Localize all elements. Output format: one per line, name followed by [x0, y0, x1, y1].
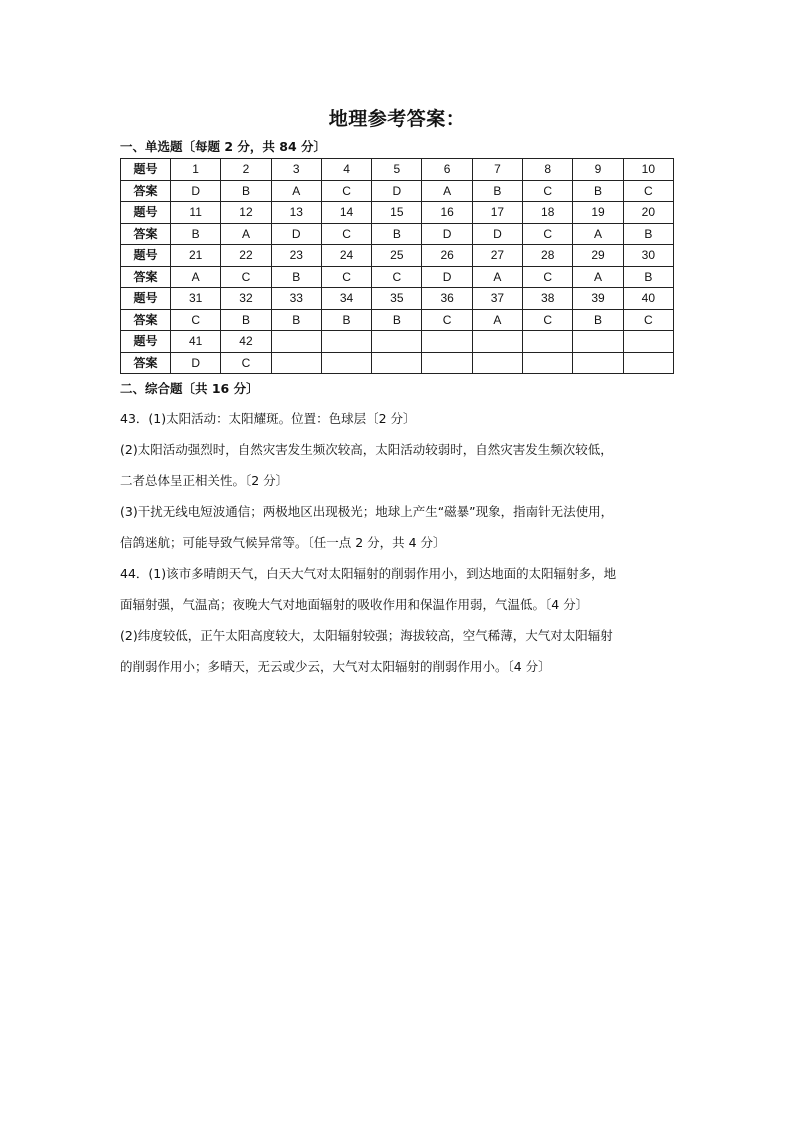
- question-number-cell: 6: [422, 159, 472, 181]
- answer-cell: B: [372, 309, 422, 331]
- q43-part3-line1: (3)干扰无线电短波通信；两极地区出现极光；地球上产生“磁暴”现象，指南针无法使用，: [120, 504, 614, 519]
- question-number-cell: 32: [221, 288, 271, 310]
- answer-cell: [472, 352, 522, 374]
- question-number-cell: 3: [271, 159, 321, 181]
- answer-cell: A: [573, 266, 623, 288]
- answer-cell: C: [372, 266, 422, 288]
- question-number-cell: [271, 331, 321, 353]
- question-number-cell: 17: [472, 202, 522, 224]
- table-row-question-numbers-1: [121, 159, 674, 181]
- question-number-cell: 4: [321, 159, 371, 181]
- question-number-cell: [321, 331, 371, 353]
- answer-cell: C: [422, 309, 472, 331]
- table-row-answers-5: [121, 352, 674, 374]
- section-heading-single-choice: 一、单选题〔每题 2 分，共 84 分〕: [120, 139, 327, 154]
- question-number-cell: 9: [573, 159, 623, 181]
- question-number-cell: 37: [472, 288, 522, 310]
- answer-cell: B: [221, 309, 271, 331]
- answer-cell: C: [221, 266, 271, 288]
- question-number-cell: 8: [523, 159, 573, 181]
- row-label-answer: 答案: [121, 309, 171, 331]
- answer-cell: A: [472, 266, 522, 288]
- answer-cell: A: [472, 309, 522, 331]
- answer-cell: B: [221, 180, 271, 202]
- answer-cell: C: [623, 309, 673, 331]
- question-number-cell: 11: [171, 202, 221, 224]
- question-number-cell: 42: [221, 331, 271, 353]
- question-number-cell: 22: [221, 245, 271, 267]
- question-number-cell: 38: [523, 288, 573, 310]
- answer-cell: A: [573, 223, 623, 245]
- question-number-cell: 31: [171, 288, 221, 310]
- question-number-cell: 2: [221, 159, 271, 181]
- row-label-question-number: 题号: [121, 331, 171, 353]
- table-row-question-numbers-5: [121, 331, 674, 353]
- answer-cell: C: [523, 180, 573, 202]
- question-number-cell: 26: [422, 245, 472, 267]
- answer-cell: D: [372, 180, 422, 202]
- answer-table-body: [121, 159, 674, 374]
- row-label-question-number: 题号: [121, 288, 171, 310]
- question-number-cell: 15: [372, 202, 422, 224]
- answer-cell: [372, 352, 422, 374]
- answer-cell: B: [321, 309, 371, 331]
- answer-cell: C: [523, 223, 573, 245]
- question-number-cell: 18: [523, 202, 573, 224]
- question-number-cell: 14: [321, 202, 371, 224]
- q43-part3-line2: 信鸽迷航；可能导致气候异常等。〔任一点 2 分，共 4 分〕: [120, 535, 446, 550]
- question-number-cell: [573, 331, 623, 353]
- answer-cell: D: [472, 223, 522, 245]
- question-number-cell: 16: [422, 202, 472, 224]
- row-label-question-number: 题号: [121, 159, 171, 181]
- question-number-cell: 33: [271, 288, 321, 310]
- answer-cell: [573, 352, 623, 374]
- answer-cell: C: [321, 180, 371, 202]
- table-row-question-numbers-3: [121, 245, 674, 267]
- question-number-cell: [422, 331, 472, 353]
- question-number-cell: 10: [623, 159, 673, 181]
- answer-cell: B: [472, 180, 522, 202]
- answer-cell: B: [372, 223, 422, 245]
- question-number-cell: [523, 331, 573, 353]
- question-number-cell: [623, 331, 673, 353]
- question-number-cell: [472, 331, 522, 353]
- row-label-answer: 答案: [121, 352, 171, 374]
- q44-part2-line2: 的削弱作用小；多晴天，无云或少云，大气对太阳辐射的削弱作用小。〔4 分〕: [120, 659, 551, 674]
- answer-table: [120, 158, 674, 374]
- question-number-cell: 30: [623, 245, 673, 267]
- question-number-cell: [372, 331, 422, 353]
- answer-cell: B: [623, 223, 673, 245]
- question-number-cell: 1: [171, 159, 221, 181]
- q44-part1-line2: 面辐射强，气温高；夜晚大气对地面辐射的吸收作用和保温作用弱，气温低。〔4 分〕: [120, 597, 589, 612]
- row-label-question-number: 题号: [121, 202, 171, 224]
- table-row-answers-4: [121, 309, 674, 331]
- table-row-question-numbers-4: [121, 288, 674, 310]
- question-number-cell: 12: [221, 202, 271, 224]
- answer-cell: B: [271, 309, 321, 331]
- question-number-cell: 34: [321, 288, 371, 310]
- answer-cell: [271, 352, 321, 374]
- question-number-cell: 29: [573, 245, 623, 267]
- question-number-cell: 19: [573, 202, 623, 224]
- answer-cell: B: [573, 180, 623, 202]
- answer-cell: D: [422, 266, 472, 288]
- q44-part2-line1: (2)纬度较低，正午太阳高度较大，太阳辐射较强；海拔较高，空气稀薄，大气对太阳辐射: [120, 628, 613, 643]
- answer-cell: D: [171, 180, 221, 202]
- question-number-cell: 36: [422, 288, 472, 310]
- table-row-answers-2: [121, 223, 674, 245]
- question-number-cell: 13: [271, 202, 321, 224]
- question-number-cell: 23: [271, 245, 321, 267]
- answer-cell: C: [221, 352, 271, 374]
- answer-cell: B: [623, 266, 673, 288]
- question-number-cell: 20: [623, 202, 673, 224]
- table-row-answers-3: [121, 266, 674, 288]
- question-number-cell: 28: [523, 245, 573, 267]
- row-label-answer: 答案: [121, 266, 171, 288]
- answer-cell: D: [271, 223, 321, 245]
- question-number-cell: 5: [372, 159, 422, 181]
- answer-cell: C: [523, 309, 573, 331]
- q43-part2-line2: 二者总体呈正相关性。〔2 分〕: [120, 473, 289, 488]
- answer-cell: B: [171, 223, 221, 245]
- answer-cell: A: [271, 180, 321, 202]
- q43-part2-line1: (2)太阳活动强烈时，自然灾害发生频次较高，太阳活动较弱时，自然灾害发生频次较低，: [120, 442, 613, 457]
- row-label-answer: 答案: [121, 223, 171, 245]
- answer-cell: [321, 352, 371, 374]
- answer-cell: C: [321, 266, 371, 288]
- answer-cell: B: [573, 309, 623, 331]
- question-number-cell: 24: [321, 245, 371, 267]
- answer-cell: B: [271, 266, 321, 288]
- answer-cell: A: [171, 266, 221, 288]
- answer-cell: A: [422, 180, 472, 202]
- q43-answer: [120, 403, 680, 682]
- question-number-cell: 21: [171, 245, 221, 267]
- row-label-answer: 答案: [121, 180, 171, 202]
- answer-cell: C: [321, 223, 371, 245]
- question-number-cell: 7: [472, 159, 522, 181]
- answer-cell: C: [171, 309, 221, 331]
- row-label-question-number: 题号: [121, 245, 171, 267]
- table-row-answers-1: [121, 180, 674, 202]
- question-number-cell: 41: [171, 331, 221, 353]
- answer-cell: D: [171, 352, 221, 374]
- question-number-cell: 27: [472, 245, 522, 267]
- q44-part1-line1: 44．(1)该市多晴朗天气，白天大气对太阳辐射的削弱作用小，到达地面的太阳辐射多，地: [120, 566, 617, 581]
- page-title: 地理参考答案：: [328, 108, 466, 130]
- answer-cell: D: [422, 223, 472, 245]
- answer-cell: C: [523, 266, 573, 288]
- answer-cell: [623, 352, 673, 374]
- question-number-cell: 35: [372, 288, 422, 310]
- q43-part1: 43．(1)太阳活动：太阳耀斑。位置：色球层〔2 分〕: [120, 411, 416, 426]
- question-number-cell: 39: [573, 288, 623, 310]
- table-row-question-numbers-2: [121, 202, 674, 224]
- answer-cell: C: [623, 180, 673, 202]
- question-number-cell: 40: [623, 288, 673, 310]
- answer-cell: A: [221, 223, 271, 245]
- answer-cell: [523, 352, 573, 374]
- section-heading-comprehensive: 二、综合题〔共 16 分〕: [120, 381, 259, 396]
- answer-cell: [422, 352, 472, 374]
- question-number-cell: 25: [372, 245, 422, 267]
